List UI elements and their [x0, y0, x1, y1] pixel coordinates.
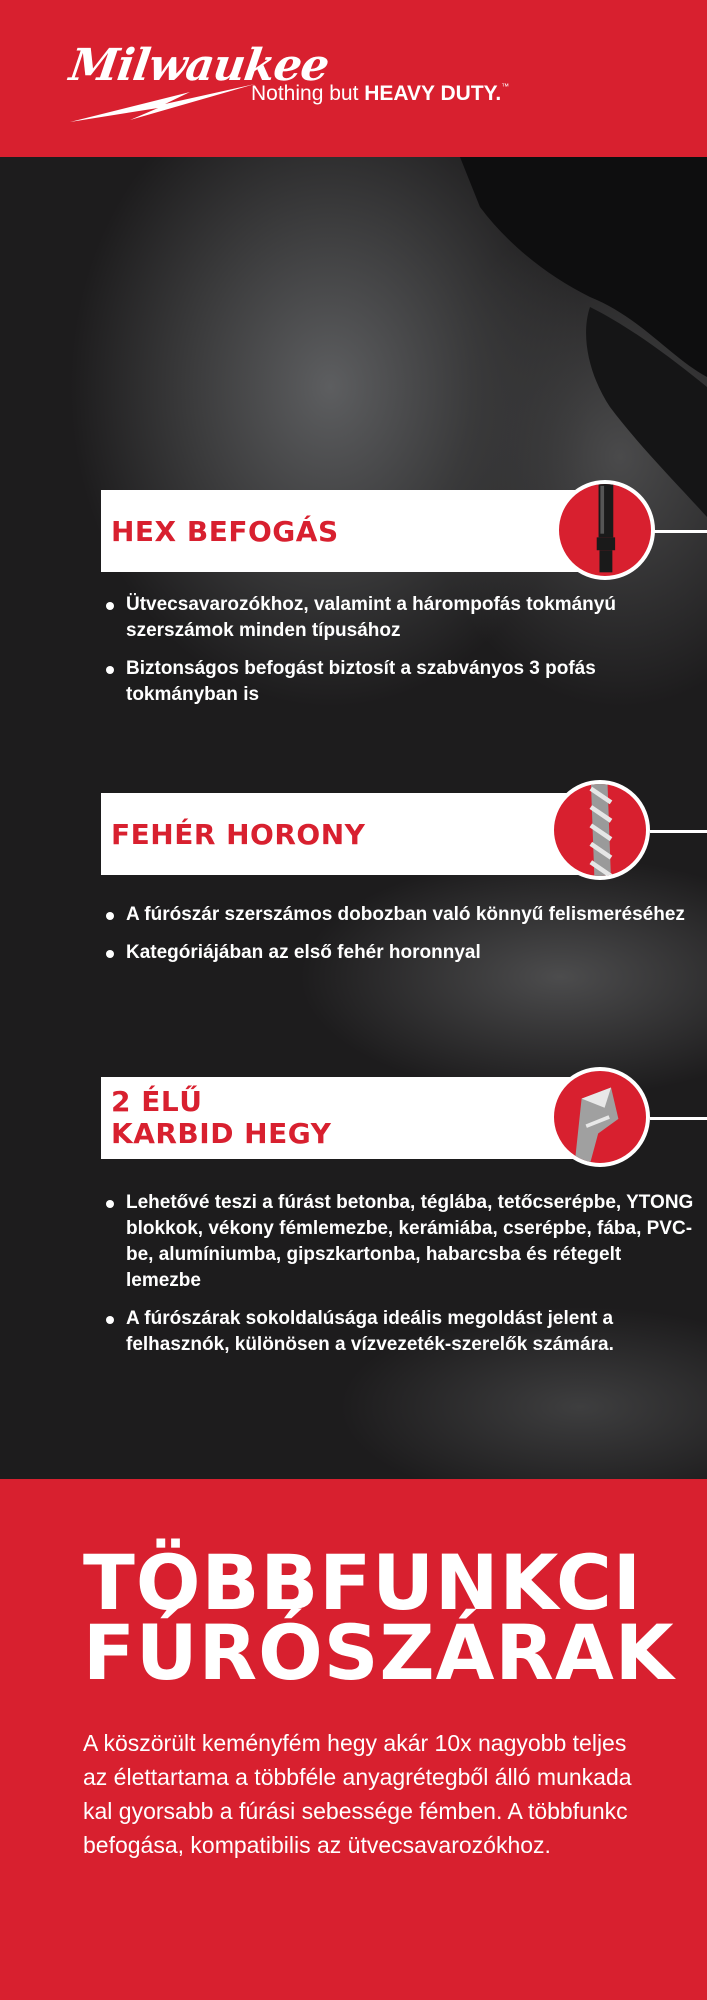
bullet-item: Ütvecsavarozókhoz, valamint a hárompofás tokmányú szerszámok minden típusához	[104, 592, 694, 644]
section-title-line1: TÖBBFUNKCI	[83, 1538, 643, 1627]
feature-title-hex: HEX BEFOGÁS	[111, 515, 339, 548]
connector-line	[650, 830, 707, 833]
feature-bar-hex	[101, 490, 621, 572]
feature-bar-karbid	[101, 1077, 621, 1159]
brand-tagline	[251, 82, 509, 106]
feature-bullets-horony	[104, 902, 694, 978]
section-title-line2: FÚRÓSZÁRAK	[83, 1608, 675, 1697]
feature-bullets-karbid	[104, 1190, 696, 1370]
bullet-item: A fúrószárak sokoldalúsága ideális megoldást jelent a felhasznók, különösen a vízvezeték-szerelők számára.	[104, 1306, 696, 1358]
feature-title-horony: FEHÉR HORONY	[111, 818, 366, 851]
feature-bullets-hex	[104, 592, 694, 720]
hex-shank-icon	[555, 480, 655, 580]
logo-wordmark: Milwaukee	[66, 40, 332, 91]
tagline-prefix: Nothing but	[251, 82, 365, 105]
connector-line	[650, 1117, 707, 1120]
carbide-tip-icon	[550, 1067, 650, 1167]
bullet-item: Lehetővé teszi a fúrást betonba, téglába, tetőcserépbe, YTONG blokkok, vékony fémlemezbe, kerámiába, cserépbe, fába, PVC-be, alumíniumba, gipszkartonba, habarcsba és rétegelt lemezbe	[104, 1190, 696, 1294]
feature-title-karbid-line2: KARBID HEGY	[111, 1117, 332, 1150]
feature-bar-horony	[101, 793, 621, 875]
connector-line	[650, 530, 707, 533]
description-line: A köszörült keményfém hegy akár 10x nagyobb teljes	[83, 1730, 627, 1756]
feature-title-karbid-line1: 2 ÉLŰ	[111, 1085, 203, 1118]
bullet-item: Biztonságos befogást biztosít a szabványos 3 pofás tokmányban is	[104, 656, 694, 708]
trademark-mark: ™	[501, 82, 510, 91]
bullet-item: A fúrószár szerszámos dobozban való könnyű felismeréséhez	[104, 902, 694, 928]
bullet-item: Kategóriájában az első fehér horonnyal	[104, 940, 694, 966]
section-title	[83, 1538, 675, 1697]
description-line: az élettartama a többféle anyagrétegből álló munkada	[83, 1764, 632, 1790]
lightning-bolt-icon	[70, 70, 260, 130]
product-intro-section	[0, 1479, 707, 2000]
description-line: befogása, kompatibilis az ütvecsavarozókhoz.	[83, 1832, 551, 1858]
features-section	[0, 157, 707, 1479]
section-description	[83, 1726, 707, 1862]
flute-icon	[550, 780, 650, 880]
header-banner	[0, 0, 707, 157]
description-line: kal gyorsabb a fúrási sebessége fémben. A többfunkc	[83, 1798, 628, 1824]
gloved-hands-image	[440, 157, 707, 517]
tagline-bold: HEAVY DUTY.	[364, 82, 502, 105]
